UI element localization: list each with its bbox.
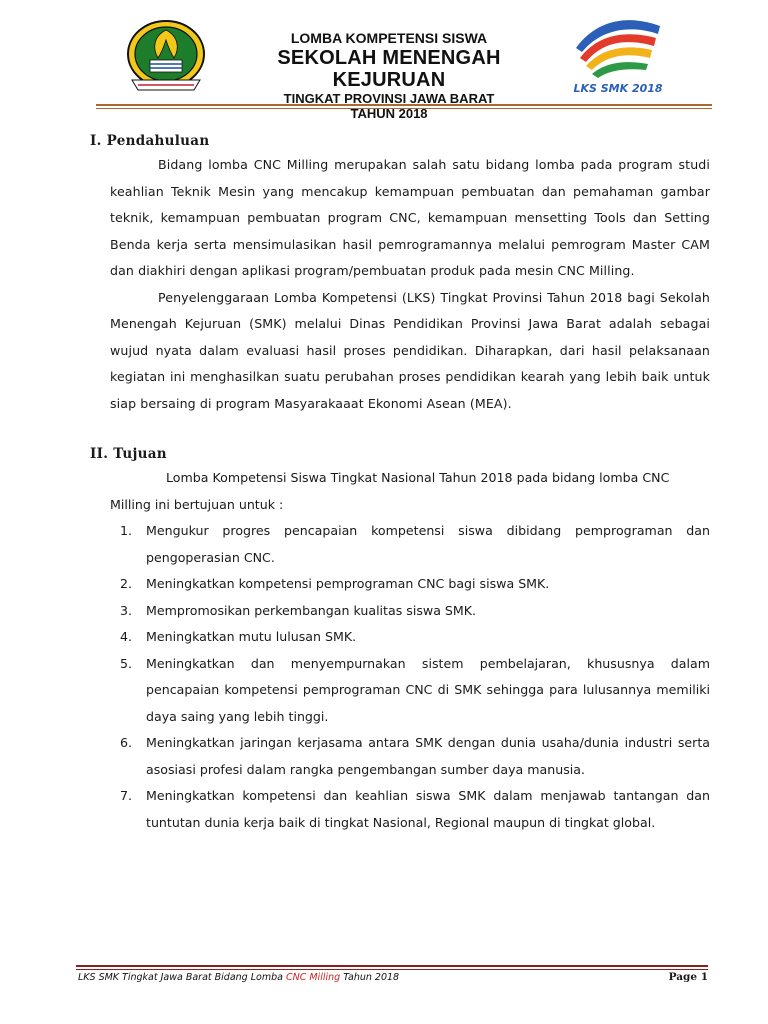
section-pendahuluan-title: I. Pendahuluan: [90, 133, 210, 149]
page-footer: [76, 972, 708, 988]
page-number: Page 1: [668, 971, 708, 983]
footer-rule: [76, 965, 708, 967]
section-tujuan-title: II. Tujuan: [90, 446, 167, 462]
list-item: 3. Mempromosikan perkembangan kualitas siswa SMK.: [120, 602, 477, 618]
list-item: 1. Mengukur progres pencapaian kompetensi siswa dibidang pemprograman dan pengoperasian CNC.: [120, 523, 710, 565]
header-rule-thin: [96, 108, 712, 109]
pendahuluan-paragraph-1: Bidang lomba CNC Milling merupakan salah satu bidang lomba pada program studi keahlian Teknik Mesin yang mencakup kemampuan pembuatan dan pemahaman gambar teknik, kemampuan pembuatan program CNC, kemampuan mensetting Tools dan Setting Benda kerja serta mensimulasikan hasil pemrogramannya melalui pemrogram Master CAM dan diakhiri dengan aplikasi program/pembuatan produk pada mesin CNC Milling.: [110, 157, 710, 278]
header-line-1: LOMBA KOMPETENSI SISWA: [290, 30, 488, 46]
pendahuluan-paragraph-2: Penyelenggaraan Lomba Kompetensi (LKS) Tingkat Provinsi Tahun 2018 bagi Sekolah Menengah Kejuruan (SMK) melalui Dinas Pendidikan Provinsi Jawa Barat adalah sebagai wujud nyata dalam evaluasi hasil proses pendidikan. Diharapkan, dari hasil pelaksanaan kegiatan ini menghasilkan suatu perubahan proses pendidikan kearah yang lebih baik untuk siap bersaing di program Masyarakaaat Ekonomi Asean (MEA).: [110, 289, 710, 411]
document-body: [90, 130, 710, 836]
tujuan-intro: Lomba Kompetensi Siswa Tingkat Nasional Tahun 2018 pada bidang lomba CNC Milling ini bertujuan untuk :: [110, 470, 670, 512]
header-line-2: SEKOLAH MENENGAH KEJURUAN: [277, 47, 501, 91]
document-header: [0, 0, 768, 120]
footer-caption: LKS SMK Tingkat Jawa Barat Bidang Lomba CNC Milling Tahun 2018: [78, 972, 400, 983]
list-item: 7. Meningkatkan kompetensi dan keahlian siswa SMK dalam menjawab tantangan dan tuntutan dunia kerja baik di tingkat Nasional, Regional maupun di tingkat global.: [120, 788, 710, 830]
header-line-4: TAHUN 2018: [350, 106, 428, 121]
jawa-barat-emblem-icon: [124, 16, 208, 96]
logo-text: LKS SMK 2018: [573, 82, 663, 95]
header-rule: [96, 104, 712, 106]
tujuan-list: [90, 518, 710, 836]
header-line-3: TINGKAT PROVINSI JAWA BARAT: [283, 91, 495, 106]
list-item: 5. Meningkatkan dan menyempurnakan sistem pembelajaran, khususnya dalam pencapaian kompetensi pemprograman CNC di SMK sehingga para lulusannya memiliki daya saing yang lebih tinggi.: [120, 655, 710, 724]
list-item: 4. Meningkatkan mutu lulusan SMK.: [120, 629, 357, 644]
list-item: 2. Meningkatkan kompetensi pemprograman CNC bagi siswa SMK.: [120, 576, 550, 591]
list-item: 6. Meningkatkan jaringan kerjasama antara SMK dengan dunia usaha/dunia industri serta asosiasi profesi dalam rangka pengembangan sumber daya manusia.: [120, 735, 710, 777]
lks-smk-2018-logo: [568, 8, 668, 98]
footer-rule-thin: [76, 969, 708, 970]
